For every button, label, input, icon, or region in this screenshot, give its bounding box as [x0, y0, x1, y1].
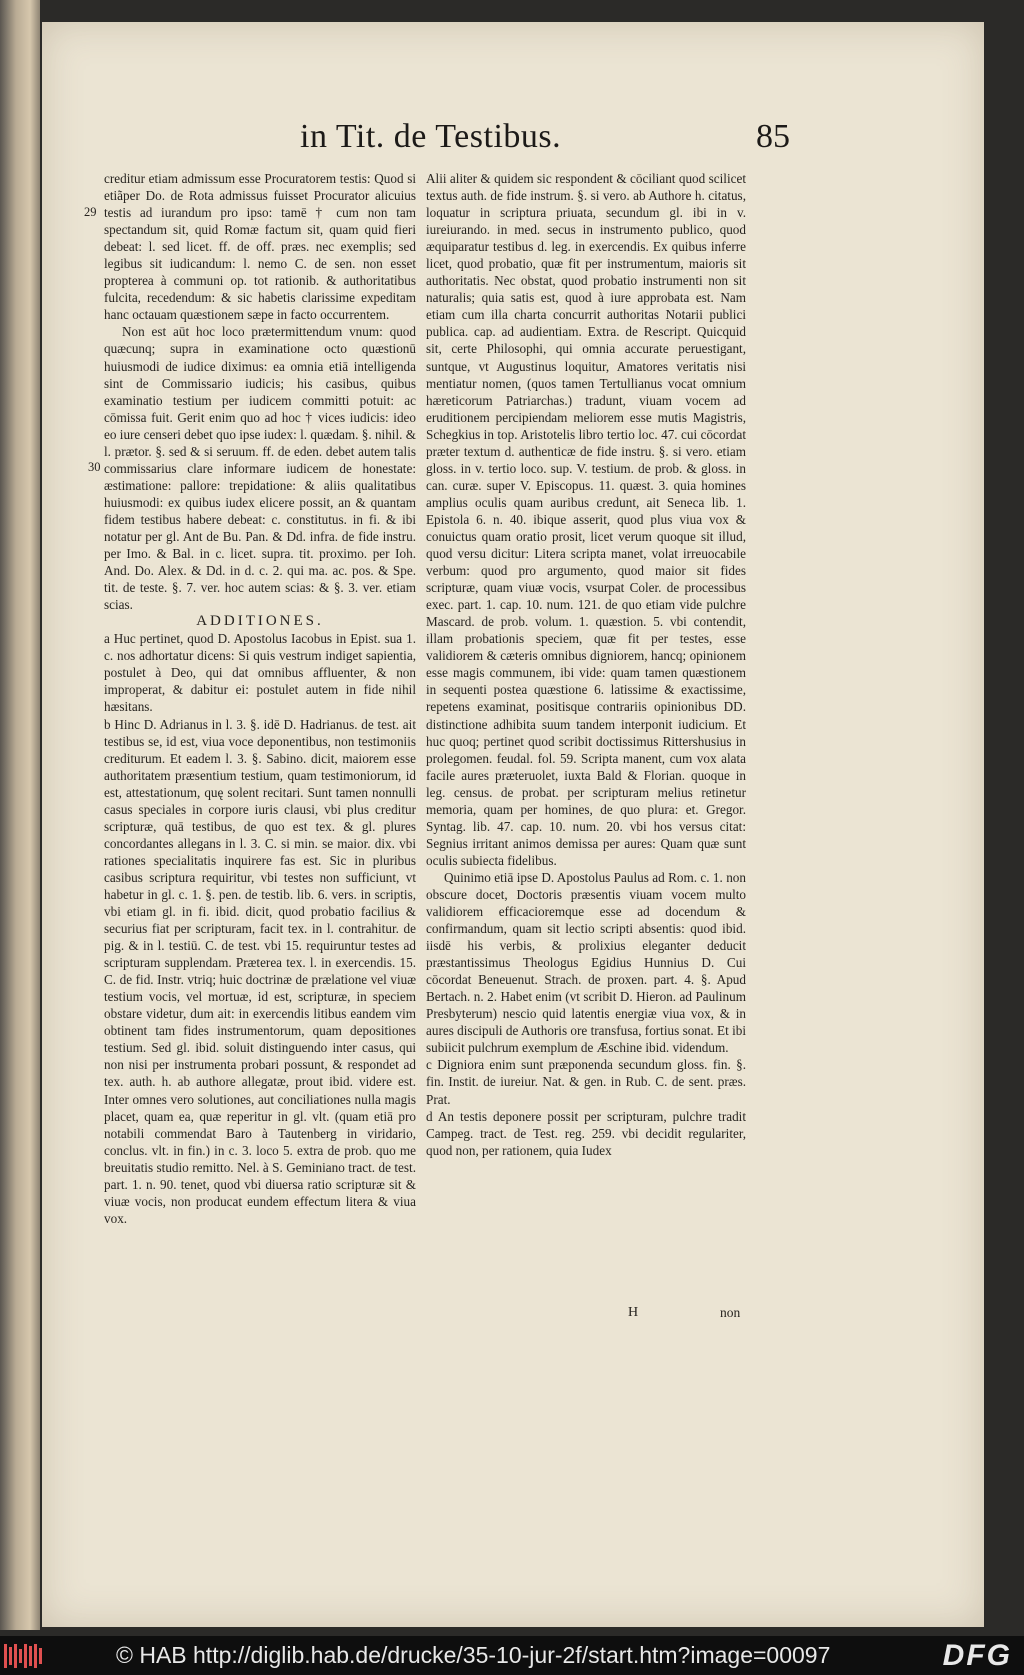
annotation-a: a Huc pertinet, quod D. Apostolus Iacobus in Epist. sua 1. c. nos adhortatur dicens: Si quis vestrum indiget sapientia, postulet à Deo, qui dat omnibus affluenter, & non improperat, & dabitur ei: postulet autem in fide nihil hæsitans.	[104, 631, 416, 715]
source-link[interactable]: © HAB http://diglib.hab.de/drucke/35-10-jur-2f/start.htm?image=00097	[116, 1642, 831, 1668]
paragraph: creditur etiam admissum esse Procuratorem testis: Quod si etiãper Do. de Rota admissus fuisset Procurator alicuius testis ad iurandum pro ipso: tamē † cum non tam spectandum sit, quid Romæ factum sit, quam quid fieri debeat: l. sed licet. ff. de off. præs. nec exemplis; sed legibus sit iudicandum: l. nemo C. de sen. non esset propterea à communi op. tot rationib. & authoritatibus fulcita, recedendum: & sic habetis clarissime expeditam hanc octauam quæstionem sæpe in facto occurrentem.	[104, 171, 416, 323]
additions-heading: ADDITIONES.	[196, 613, 324, 630]
running-title: in Tit. de Testibus.	[300, 118, 562, 155]
margin-number: 29	[84, 205, 97, 219]
footer-bar	[0, 1636, 1024, 1675]
signature-mark: H	[628, 1305, 639, 1320]
catchword: non	[720, 1305, 741, 1320]
margin-number: 30	[88, 460, 101, 474]
paragraph: Alii aliter & quidem sic respondent & cōciliant quod scilicet textus auth. de fide instrum. §. si vero. ab Authore h. citatus, loquatur in scriptura priuata, secundum gl. ibi in v. iureiurando. in med. secus in instrumento publico, quod æquiparatur testibus d. leg. in exercendis. Ex quibus inferre licet, quod probatio, quæ fit per instrumentum, maioris sit authoritatis. Nec obstat, quod probatio instrumenti non sit naturalis; quia satis est, quod à iure approbata est. Nam etiam cum illa charta concurrit authoritas Notarii publici publica. cap. ad audientiam. Extra. de Rescript. Quicquid sit, certe Philosophi, qui omnia accurate peruestigant, suntque, vt Augustinus loquitur, Amatores veritatis nisi mentiatur nomen, (quos tamen Tertullianus vocat omnium hæreticorum Patriarchas.) tradunt, viuam vocem ad eruditionem percipiendam meliorem esse mutis Magistris, Schegkius in top. Aristotelis libro tertio loc. 47. cui cōcordat præter textum d. authenticæ de fide instru. §. si vero. etiam gloss. in v. tertio loco. sup. V. testium. de prob. & gloss. in can. curæ. super V. Episcopus. 11. quæst. 3. quia homines amplius oculis quam auribus credunt, ait Seneca lib. 1. Epistola 6. n. 40. ibique asserit, quod plus viua vox & conuictus quam oratio prosit, licet verum quoque sit illud, quod versu dicitur: Litera scripta manet, volat irreuocabile verbum: quod pro argumento, quod maior sit fides scripturæ, quam viuæ vocis, vsurpat Coler. de processibus exec. part. 1. cap. 10. num. 121. de quo etiam vide pulchre Mascard. de prob. volum. 1. quæstion. 5. vbi contendit, illam probationis speciem, quæ fit per testes, esse validiorem & cæteris omnibus digniorem, hancq; opinionem esse magis communem, ibi vide: quam tamen quæstionem in sequenti postea quæstione 6. latissime & exactissime, repetens examinat, positisque contrariis opinionibus DD. distinctione adhibita suum tandem interponit iudicium. Et huc quoq; pertinet quod scribit doctissimus Rittershusius in prolegomen. feudal. fol. 59. Scripta manent, cum vox alata facile aures præteruolet, iuxta Bald & Florian. quoque in leg. census. de probat. per scripturam melius retinetur memoria, quam per homines, de quo plura: et. Gregor. Syntag. lib. 47. cap. 10. num. 20. vbi hos versus citat: Segnius irritant animos demissa per aures: Quam quæ sunt oculis subiecta fidelibus.	[426, 171, 746, 868]
left-column	[104, 170, 416, 1227]
paragraph: Non est aūt hoc loco prætermittendum vnum: quod quæcunq; supra in examinatione octo quæstionū huiusmodi de iudice diximus: ea omnia etiā intelligenda sint de Commissario iudicis; his casibus, quibus examinatio testium per iudicem committi potuit: ac cōmissa fuit. Gerit enim quo ad hoc † vices iudicis: ideo eo iure censeri debet quo ipse iudex: l. quædam. §. nihil. & l. prætor. §. sed & si seruum. ff. de eden. debet autem talis commissarius clare informare iudicem de honestate: æstimatione: pallore: trepidatione: & aliis qualitatibus huiusmodi: ex quibus iudex elicere possit, an & quantam fidem testibus habere debeat: c. constitutus. in fi. & ibi notatur per gl. Ant de Bu. Pan. & Dd. infra. de fide instru. per Imo. & Bal. in c. licet. supra. tit. proximo. per Ioh. And. Do. Alex. & Dd. in d. c. 2. qui ma. ac. pos. & Spe. tit. de teste. §. 7. ver. hoc autem scias: & §. 3. ver. etiam scias.	[104, 324, 416, 613]
paragraph: Quinimo etiā ipse D. Apostolus Paulus ad Rom. c. 1. non obscure docet, Doctoris præsentis viuam vocem multo validiorem efficacioremque esse ad docendum & confirmandum, quam sit lectio scripti absentis: quod ibid. iisdē his verbis, & prolixius eleganter deducit præstantissimus Theologus Egidius Hunnius D. Cui cōcordat Beneuenut. Strach. de proxen. part. 4. §. Apud Bertach. n. 2. Habet enim (vt scribit D. Hieron. ad Paulinum Presbyterum) nescio quid latentis energiæ viua vox, & in aures discipuli de Authoris ore transfusa, fortius sonat. Et ibi subiicit pulchrum exemplum de Æschine ibid. videndum.	[426, 869, 746, 1056]
running-head	[300, 118, 790, 168]
annotation-c: c Digniora enim sunt præponenda secundum gloss. fin. §. fin. Instit. de iureiur. Nat. & gen. in Rub. C. de sent. præs. Prat.	[426, 1057, 746, 1107]
barcode-icon	[4, 1644, 46, 1668]
dfg-logo: DFG	[942, 1639, 1012, 1672]
book-edge	[0, 0, 40, 1630]
annotation-d: d An testis deponere possit per scripturam, pulchre tradit Campeg. tract. de Test. reg. 259. vbi decidit regulariter, quod non, per rationem, quia Iudex	[426, 1108, 746, 1158]
right-column	[426, 170, 746, 1159]
page-number: 85	[756, 118, 790, 155]
annotation-b: b Hinc D. Adrianus in l. 3. §. idē D. Hadrianus. de test. ait testibus se, id est, viua voce deponentibus, non testimoniis crediturum. Et eadem l. 3. §. Sabino. dicit, maiorem esse authoritatem præsentium testium, quam testimoniorum, id est, attestationum, quę solent recitari. Sunt tamen nonnulli casus speciales in corpore iuris clausi, vbi plus creditur scripturæ, quā testibus, de quo est tex. & gl. plures concordantes allegans in l. 3. C. si min. se maior. dix. vbi rationes specialitatis inquirere fas est. Sic in pluribus casibus scriptura requiritur, vbi testes non sufficiunt, vt habetur in gl. c. 1. §. pen. de testib. lib. 6. vers. in scriptis, vbi etiam gl. in fi. ibid. dicit, quod probatio facilius & securius fiat per scripturam, facit tex. in l. contrahitur. de pig. & in l. testiū. C. de test. vbi 15. requiruntur testes ad scripturam supplendam. Præterea tex. l. in exercendis. 15. C. de fid. Instr. vtriq; huic doctrinæ de prælatione vel viuæ testium vocis, vel mortuæ, id est, scripturæ, in speciem obstare videtur, dum ait: in exercendis litibus eandem vim obtinent tam fides instrumentorum, quam depositiones testium. Sed gl. ibid. soluit distinguendo inter casus, qui non nisi per instrumenta probari possunt, & respondet ad tex. auth. h. ab authore allegatæ, prout ibid. videre est. Inter omnes vero solutiones, aut conciliationes nulla magis placet, quam ea, quæ reperitur in gl. vlt. (quam etiā pro notabili commendat Baro à Tautenberg in viridario, conclus. vlt. in fin.) in c. 3. loco 5. extra de prob. quo me breuitatis studio remitto. Nel. à S. Geminiano tract. de test. part. 1. n. 90. tenet, quod vbi diuersa ratio scripturæ sit & viuæ vocis, non producat eundem effectum litera & viua vox.	[104, 716, 416, 1226]
